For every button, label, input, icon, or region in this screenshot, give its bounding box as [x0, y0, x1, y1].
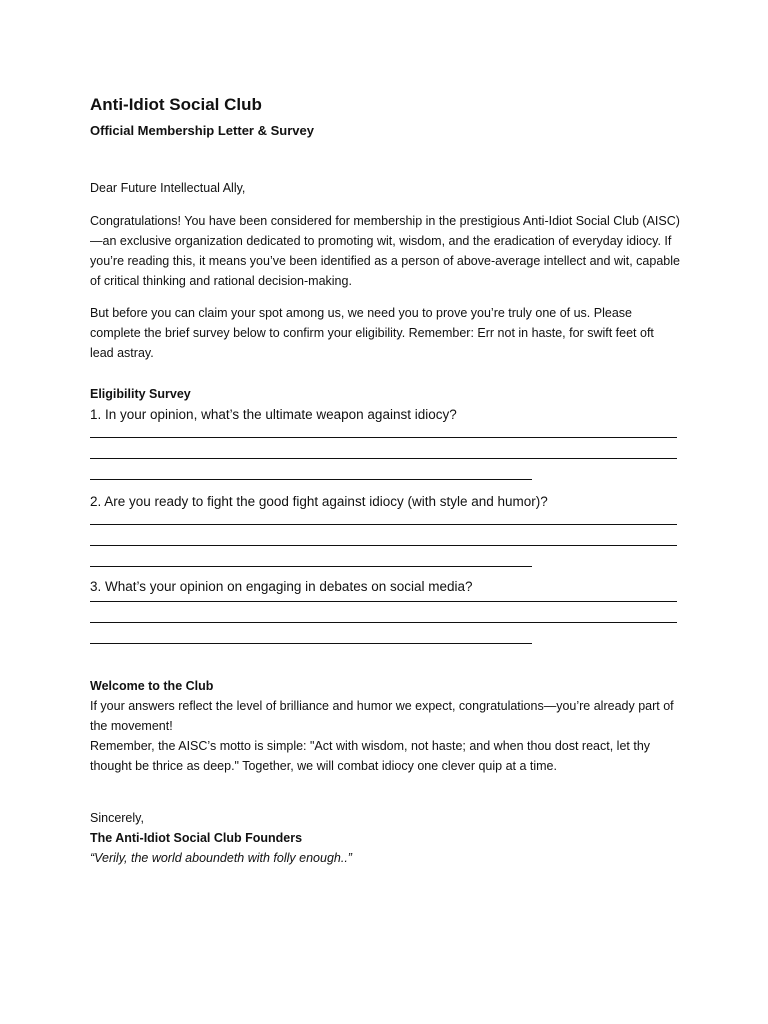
motto-paragraph: Remember, the AISC’s motto is simple: "Act with wisdom, not haste; and when thou dost react, let thy thought be thrice as deep." Together, we will combat idiocy one clever quip at a time.	[90, 739, 651, 773]
document-subtitle: Official Membership Letter & Survey	[90, 123, 314, 138]
answer-line[interactable]	[90, 643, 532, 644]
signature: The Anti-Idiot Social Club Founders	[90, 831, 303, 845]
answer-line[interactable]	[90, 622, 677, 623]
welcome-paragraph: If your answers reflect the level of brilliance and humor we expect, congratulations—you’re already part of the movement!	[90, 699, 674, 733]
answer-line[interactable]	[90, 524, 677, 525]
answer-lines-1[interactable]	[90, 437, 680, 480]
answer-line[interactable]	[90, 545, 677, 546]
answer-line[interactable]	[90, 566, 532, 567]
intro-paragraph: Congratulations! You have been considered for membership in the prestigious Anti-Idiot Social Club (AISC)—an exclusive organization dedicated to promoting wit, wisdom, and the eradication of everyday idiocy. If you’re reading this, it means you’ve been identified as a person of above-average intellect and wit, capable of critical thinking and rational decision-making.	[90, 214, 680, 288]
answer-lines-3[interactable]	[90, 601, 680, 644]
answer-line[interactable]	[90, 458, 677, 459]
survey-question-2: 2. Are you ready to fight the good fight against idiocy (with style and humor)?	[90, 494, 548, 509]
document-title: Anti-Idiot Social Club	[90, 95, 262, 114]
answer-line[interactable]	[90, 601, 677, 602]
welcome-heading: Welcome to the Club	[90, 679, 214, 693]
survey-question-3: 3. What’s your opinion on engaging in debates on social media?	[90, 579, 473, 594]
survey-heading: Eligibility Survey	[90, 387, 191, 401]
instructions-paragraph: But before you can claim your spot among us, we need you to prove you’re truly one of us. Please complete the brief survey below to confirm your eligibility. Remember: Err not in haste, for swift feet oft lead astray.	[90, 306, 654, 360]
answer-line[interactable]	[90, 437, 677, 438]
survey-question-1: 1. In your opinion, what’s the ultimate weapon against idiocy?	[90, 407, 457, 422]
greeting: Dear Future Intellectual Ally,	[90, 181, 246, 195]
closing-quote: “Verily, the world aboundeth with folly enough..”	[90, 851, 352, 865]
answer-line[interactable]	[90, 479, 532, 480]
closing-sincerely: Sincerely,	[90, 811, 144, 825]
answer-lines-2[interactable]	[90, 524, 680, 567]
